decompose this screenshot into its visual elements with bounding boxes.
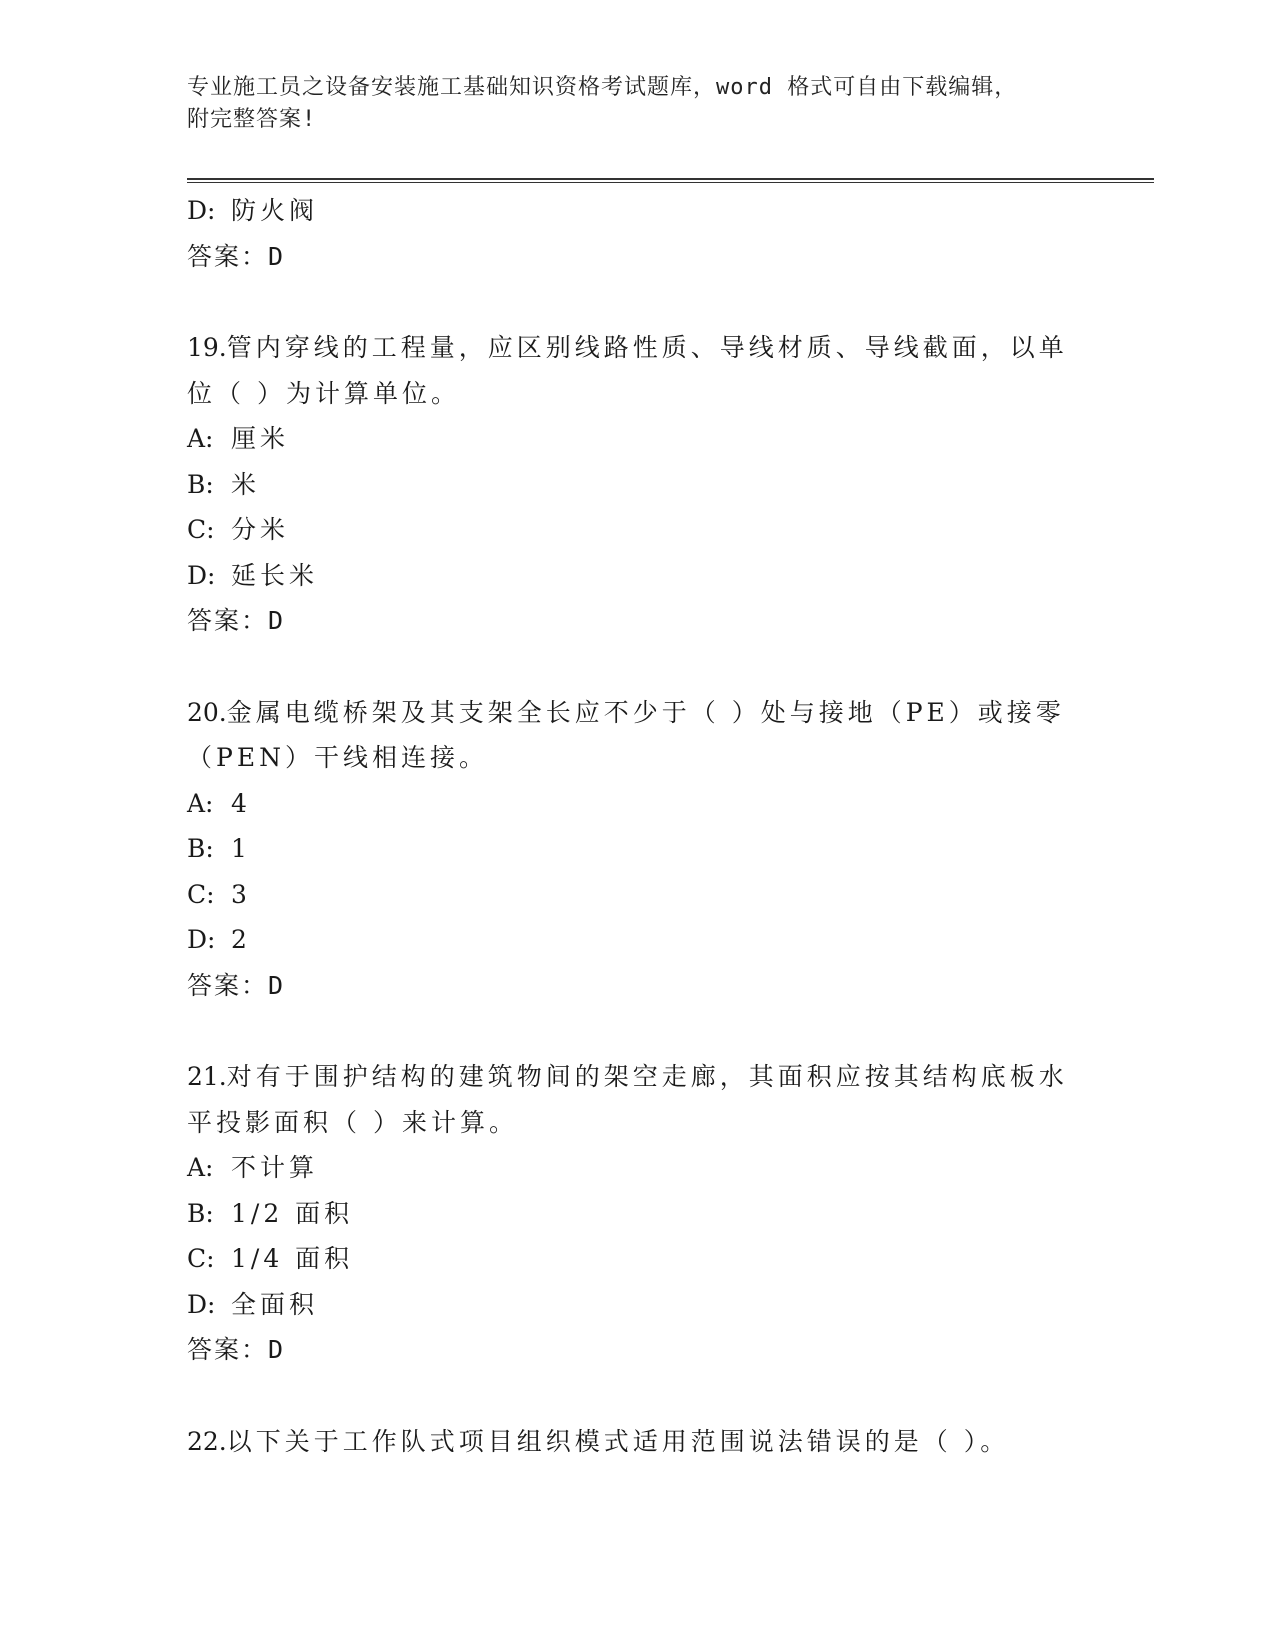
option-letter: C: — [187, 879, 215, 909]
option-letter: C: — [187, 515, 215, 544]
option-letter: B: — [187, 834, 214, 863]
question-line — [187, 690, 1087, 736]
option-text: 分米 — [231, 515, 290, 544]
question-22-stem — [187, 1419, 1087, 1465]
question-20-stem — [187, 690, 1087, 781]
option-a — [187, 781, 1087, 827]
option-text: 2 — [231, 925, 251, 954]
answer-label: 答案： — [187, 606, 269, 635]
header-note-line-1: 专业施工员之设备安装施工基础知识资格考试题库，word 格式可自由下载编辑， — [187, 75, 1018, 100]
option-letter: D: — [187, 1289, 216, 1319]
answer-line — [187, 234, 1087, 280]
option-b — [187, 462, 1087, 508]
option-a — [187, 416, 1087, 462]
option-text: 1 — [231, 834, 251, 863]
option-d — [187, 1282, 1087, 1328]
option-a — [187, 1145, 1087, 1191]
option-b — [187, 1191, 1087, 1237]
answer-value: D — [268, 970, 286, 1000]
option-text: 1/4 面积 — [231, 1244, 354, 1273]
question-number: 20. — [187, 697, 227, 727]
option-c — [187, 507, 1087, 553]
question-text: 对有于围护结构的建筑物间的架空走廊，其面积应按其结构底板水 — [226, 1062, 1068, 1091]
option-text: 防火阀 — [231, 196, 319, 225]
option-letter: D: — [187, 925, 216, 954]
answer-value: D — [268, 1335, 286, 1364]
option-b — [187, 826, 1087, 872]
option-text: 3 — [231, 879, 251, 909]
question-line — [187, 1419, 1087, 1465]
question-number: 22. — [187, 1426, 227, 1456]
question-text: 金属电缆桥架及其支架全长应不少于（ ）处与接地（PE）或接零 — [226, 697, 1065, 727]
spacer — [187, 644, 1087, 690]
question-19-stem — [187, 325, 1087, 416]
answer-label: 答案： — [187, 241, 269, 271]
spacer — [187, 1373, 1087, 1419]
option-text: 不计算 — [231, 1153, 319, 1182]
option-letter: D: — [187, 560, 216, 590]
option-d — [187, 553, 1087, 599]
question-number: 19. — [187, 333, 227, 362]
option-text: 厘米 — [231, 424, 290, 453]
question-list — [187, 188, 1087, 1464]
option-letter: D: — [187, 196, 216, 225]
question-line: 平投影面积（ ）来计算。 — [187, 1107, 518, 1137]
question-text: 管内穿线的工程量，应区别线路性质、导线材质、导线截面，以单 — [226, 333, 1068, 362]
option-letter: A: — [187, 424, 214, 453]
option-text: 米 — [231, 469, 261, 499]
question-number: 21. — [187, 1062, 227, 1091]
option-text: 4 — [231, 788, 251, 818]
option-c — [187, 1236, 1087, 1282]
question-21-stem — [187, 1054, 1087, 1145]
spacer — [187, 1008, 1087, 1054]
option-text: 延长米 — [231, 560, 319, 590]
option-d — [187, 188, 1087, 234]
header-note — [187, 72, 1067, 136]
answer-value: D — [268, 606, 286, 635]
question-text: 以下关于工作队式项目组织模式适用范围说法错误的是（ ）。 — [226, 1426, 1010, 1456]
option-text: 1/2 面积 — [231, 1198, 354, 1228]
option-text: 全面积 — [231, 1289, 319, 1319]
option-letter: A: — [187, 1153, 214, 1182]
answer-label: 答案： — [187, 970, 269, 1000]
answer-label: 答案： — [187, 1335, 269, 1364]
header-note-line-2: 附完整答案! — [187, 107, 317, 132]
answer-line — [187, 1327, 1087, 1373]
spacer — [187, 279, 1087, 325]
option-letter: A: — [187, 788, 214, 818]
question-line: （PEN）干线相连接。 — [187, 743, 488, 772]
option-letter: C: — [187, 1244, 215, 1273]
option-c — [187, 872, 1087, 918]
question-line: 位（ ）为计算单位。 — [187, 378, 460, 408]
question-line — [187, 325, 1087, 371]
answer-line — [187, 963, 1087, 1009]
answer-line — [187, 598, 1087, 644]
header-divider — [187, 178, 1154, 183]
question-line — [187, 1054, 1087, 1100]
option-d — [187, 917, 1087, 963]
option-letter: B: — [187, 1198, 214, 1228]
option-letter: B: — [187, 469, 214, 499]
answer-value: D — [268, 241, 286, 271]
